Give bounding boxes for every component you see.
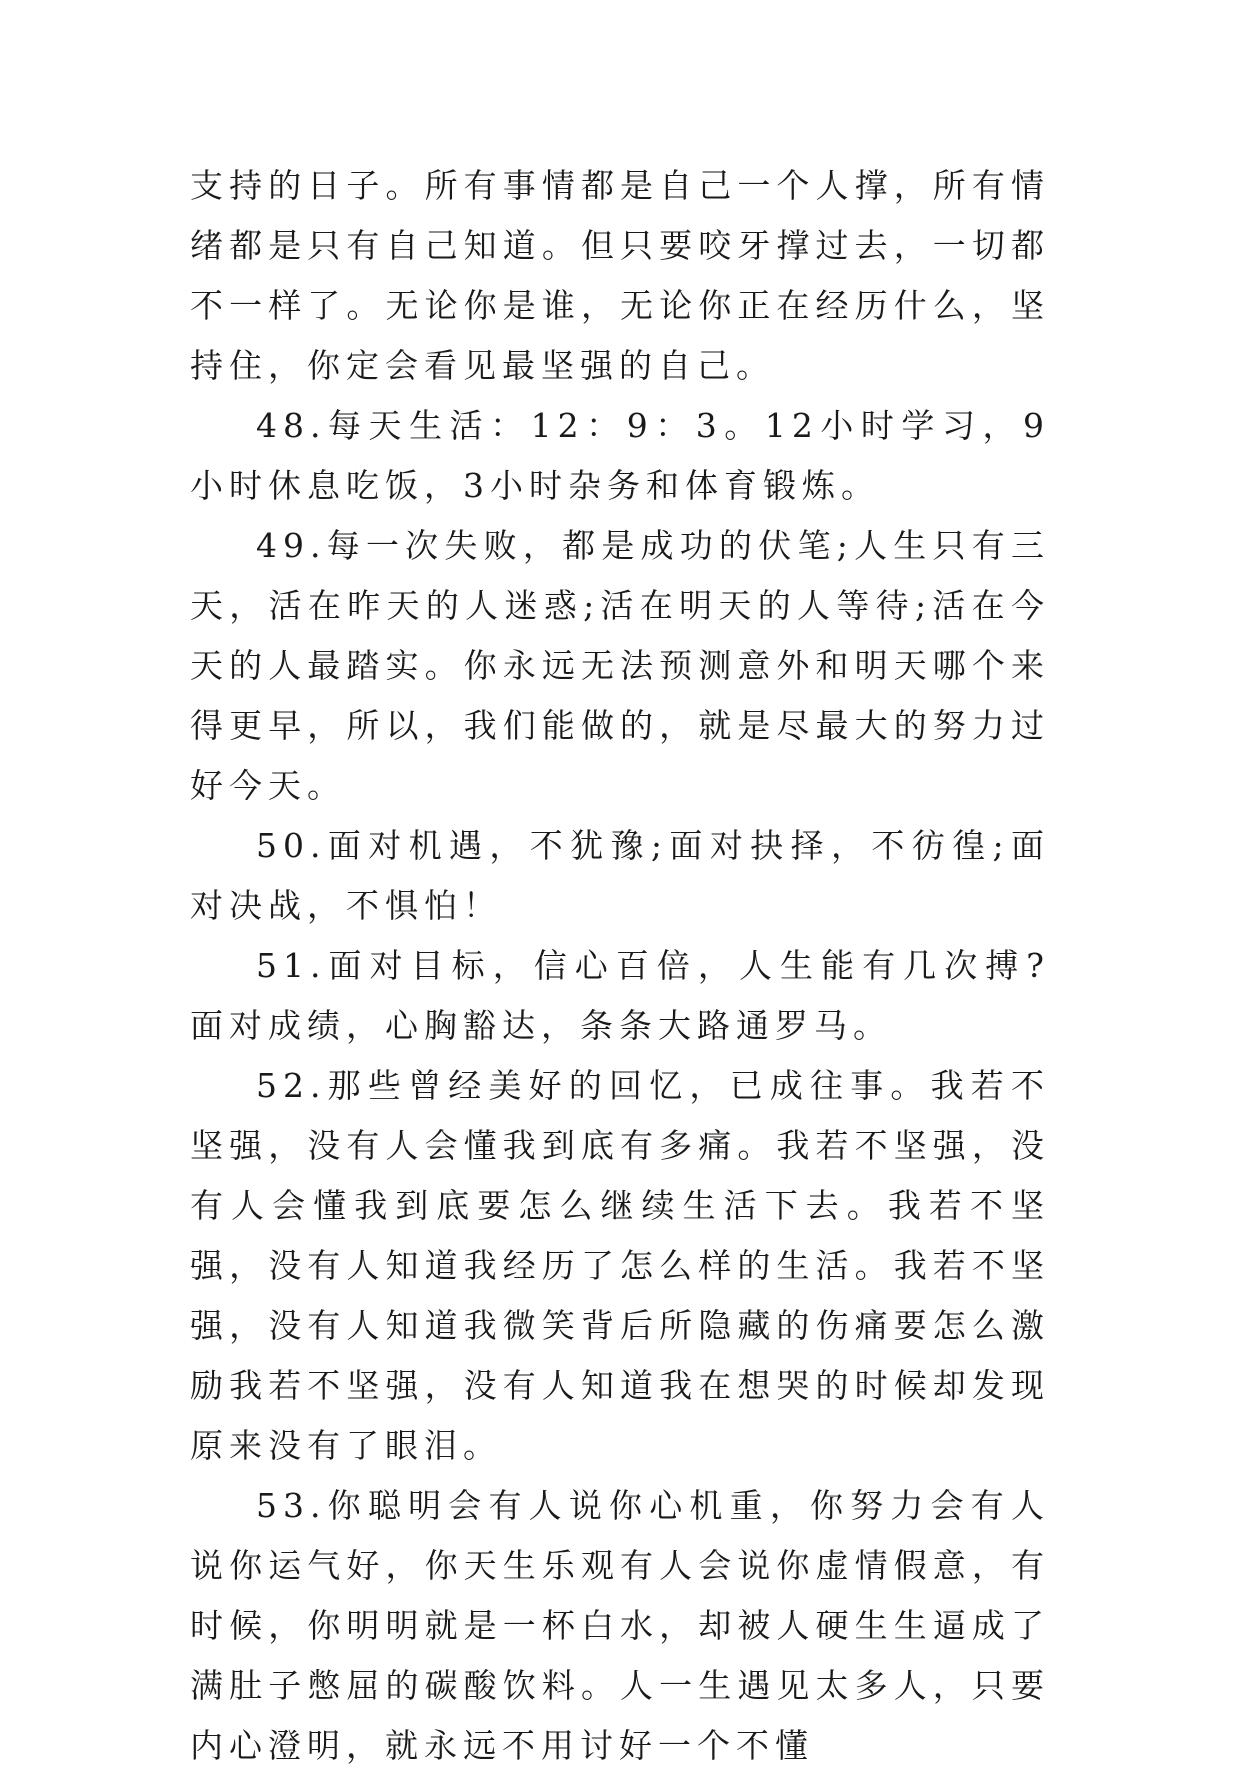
paragraph-continuation: 支持的日子。所有事情都是自己一个人撑，所有情绪都是只有自己知道。但只要咬牙撑过去，一切都不一样了。无论你是谁，无论你正在经历什么，坚持住，你定会看见最坚强的自己。	[190, 166, 1050, 385]
paragraph-53: 53.你聪明会有人说你心机重，你努力会有人说你运气好，你天生乐观有人会说你虚情假意，有时候，你明明就是一杯白水，却被人硬生生逼成了满肚子憋屈的碳酸饮料。人一生遇见太多人，只要内心澄明，就永远不用讨好一个不懂	[190, 1486, 1050, 1765]
paragraph-51: 51.面对目标，信心百倍，人生能有几次搏?面对成绩，心胸豁达，条条大路通罗马。	[190, 946, 1050, 1045]
paragraph-48: 48.每天生活：12：9：3。12小时学习，9小时休息吃饭，3小时杂务和体育锻炼。	[190, 406, 1050, 505]
document-body	[190, 156, 1050, 1776]
paragraph-52: 52.那些曾经美好的回忆，已成往事。我若不坚强，没有人会懂我到底有多痛。我若不坚强，没有人会懂我到底要怎么继续生活下去。我若不坚强，没有人知道我经历了怎么样的生活。我若不坚强，没有人知道我微笑背后所隐藏的伤痛要怎么激励我若不坚强，没有人知道我在想哭的时候却发现原来没有了眼泪。	[190, 1066, 1050, 1465]
paragraph-49: 49.每一次失败，都是成功的伏笔;人生只有三天，活在昨天的人迷惑;活在明天的人等待;活在今天的人最踏实。你永远无法预测意外和明天哪个来得更早，所以，我们能做的，就是尽最大的努力过好今天。	[190, 526, 1050, 805]
paragraph-50: 50.面对机遇，不犹豫;面对抉择，不彷徨;面对决战，不惧怕！	[190, 826, 1050, 925]
